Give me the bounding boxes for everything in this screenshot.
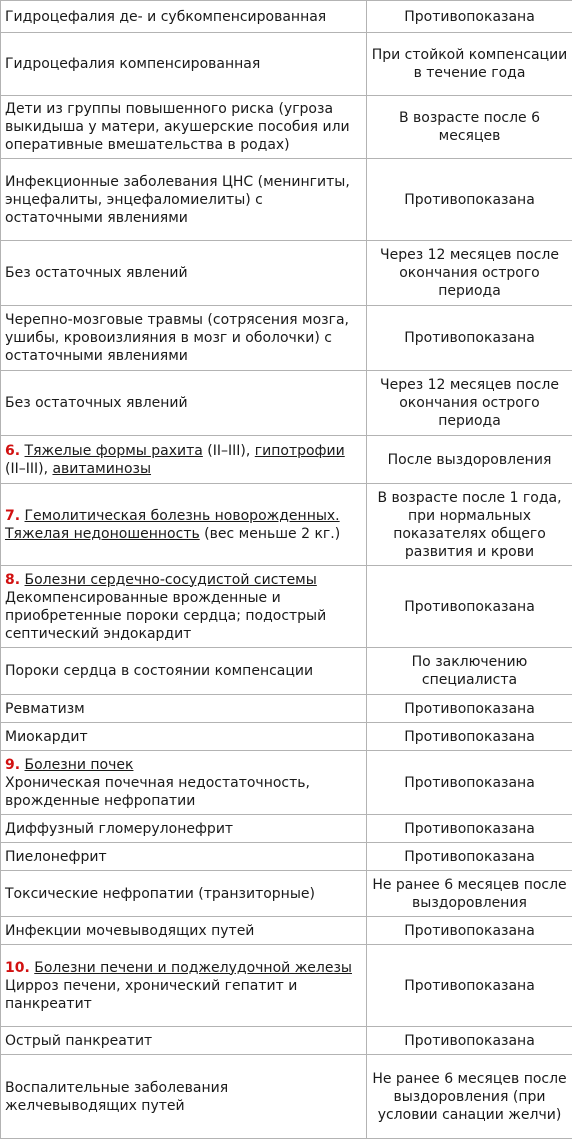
condition-cell: Инфекции мочевыводящих путей (1, 917, 367, 945)
link-liver-pancreas[interactable]: Болезни печени и поджелудочной железы (34, 959, 352, 976)
condition-cell: Ревматизм (1, 695, 367, 723)
table-row (1, 695, 572, 723)
table-row (1, 648, 572, 695)
status-cell: После выздоровления (367, 436, 572, 484)
condition-cell (1, 945, 367, 1027)
section-number: 10. (5, 959, 30, 976)
status-cell: По заключению специалиста (367, 648, 572, 695)
link-hypotrophy[interactable]: гипотрофии (254, 442, 345, 459)
table-row (1, 159, 572, 241)
status-cell: Противопоказана (367, 843, 572, 871)
status-cell: В возрасте после 1 года, при нормальных показателях общего развития и крови (367, 484, 572, 566)
table-row (1, 1055, 572, 1139)
table-row (1, 815, 572, 843)
section-number: 8. (5, 571, 21, 588)
table-row (1, 751, 572, 815)
condition-cell (1, 484, 367, 566)
section-number: 9. (5, 756, 21, 773)
table-row (1, 484, 572, 566)
table-row (1, 371, 572, 436)
section-number: 7. (5, 507, 21, 524)
condition-text: Хроническая почечная недостаточность, врожденные нефропатии (5, 774, 310, 809)
status-cell: Противопоказана (367, 566, 572, 648)
link-avitaminosis[interactable]: авитаминозы (52, 460, 152, 477)
status-cell: Противопоказана (367, 815, 572, 843)
condition-cell: Без остаточных явлений (1, 241, 367, 306)
table-row (1, 566, 572, 648)
table-row (1, 1027, 572, 1055)
condition-cell: Пороки сердца в состоянии компенсации (1, 648, 367, 695)
table-row (1, 96, 572, 159)
status-cell: Не ранее 6 месяцев после выздоровления (367, 871, 572, 917)
table-row (1, 723, 572, 751)
table-row (1, 843, 572, 871)
status-cell: Противопоказана (367, 306, 572, 371)
table-row (1, 1, 572, 33)
link-rickets[interactable]: Тяжелые формы рахита (24, 442, 203, 459)
table-row (1, 306, 572, 371)
status-cell: Противопоказана (367, 1027, 572, 1055)
condition-cell (1, 566, 367, 648)
condition-text: Декомпенсированные врожденные и приобретенные пороки сердца; подострый септический эндокардит (5, 589, 327, 642)
status-cell: Через 12 месяцев после окончания острого периода (367, 371, 572, 436)
table-row (1, 436, 572, 484)
condition-text: (II–III), (5, 460, 53, 477)
status-cell: Противопоказана (367, 1, 572, 33)
condition-cell: Дети из группы повышенного риска (угроза выкидыша у матери, акушерские пособия или оперативные вмешательства в родах) (1, 96, 367, 159)
condition-cell: Диффузный гломерулонефрит (1, 815, 367, 843)
status-cell: Противопоказана (367, 159, 572, 241)
link-cardiovascular[interactable]: Болезни сердечно-сосудистой системы (24, 571, 317, 588)
status-cell: Противопоказана (367, 945, 572, 1027)
status-cell: При стойкой компенсации в течение года (367, 33, 572, 96)
condition-cell: Черепно-мозговые травмы (сотрясения мозга, ушибы, кровоизлияния в мозг и оболочки) с остаточными явлениями (1, 306, 367, 371)
table-row (1, 241, 572, 306)
table-row (1, 917, 572, 945)
condition-cell: Инфекционные заболевания ЦНС (менингиты, энцефалиты, энцефаломиелиты) с остаточными явлениями (1, 159, 367, 241)
section-number: 6. (5, 442, 21, 459)
table-row (1, 33, 572, 96)
condition-cell: Острый панкреатит (1, 1027, 367, 1055)
condition-cell: Гидроцефалия компенсированная (1, 33, 367, 96)
status-cell: Противопоказана (367, 695, 572, 723)
condition-cell (1, 436, 367, 484)
status-cell: Противопоказана (367, 917, 572, 945)
status-cell: Через 12 месяцев после окончания острого периода (367, 241, 572, 306)
table-row (1, 871, 572, 917)
condition-cell: Воспалительные заболевания желчевыводящих путей (1, 1055, 367, 1139)
status-cell: Противопоказана (367, 751, 572, 815)
table-row (1, 945, 572, 1027)
condition-cell: Без остаточных явлений (1, 371, 367, 436)
condition-text: (II–III), (202, 442, 255, 459)
status-cell: В возрасте после 6 месяцев (367, 96, 572, 159)
status-cell: Не ранее 6 месяцев после выздоровления (при условии санации желчи) (367, 1055, 572, 1139)
condition-text: (вес меньше 2 кг.) (199, 525, 341, 542)
link-hemolytic-disease[interactable]: Гемолитическая болезнь новорожденных. Тяжелая недоношенность (5, 507, 340, 542)
condition-cell: Гидроцефалия де- и субкомпенсированная (1, 1, 367, 33)
condition-text: Цирроз печени, хронический гепатит и панкреатит (5, 977, 298, 1012)
status-cell: Противопоказана (367, 723, 572, 751)
condition-cell: Пиелонефрит (1, 843, 367, 871)
condition-cell (1, 751, 367, 815)
link-kidney-disease[interactable]: Болезни почек (24, 756, 134, 773)
condition-cell: Токсические нефропатии (транзиторные) (1, 871, 367, 917)
condition-cell: Миокардит (1, 723, 367, 751)
